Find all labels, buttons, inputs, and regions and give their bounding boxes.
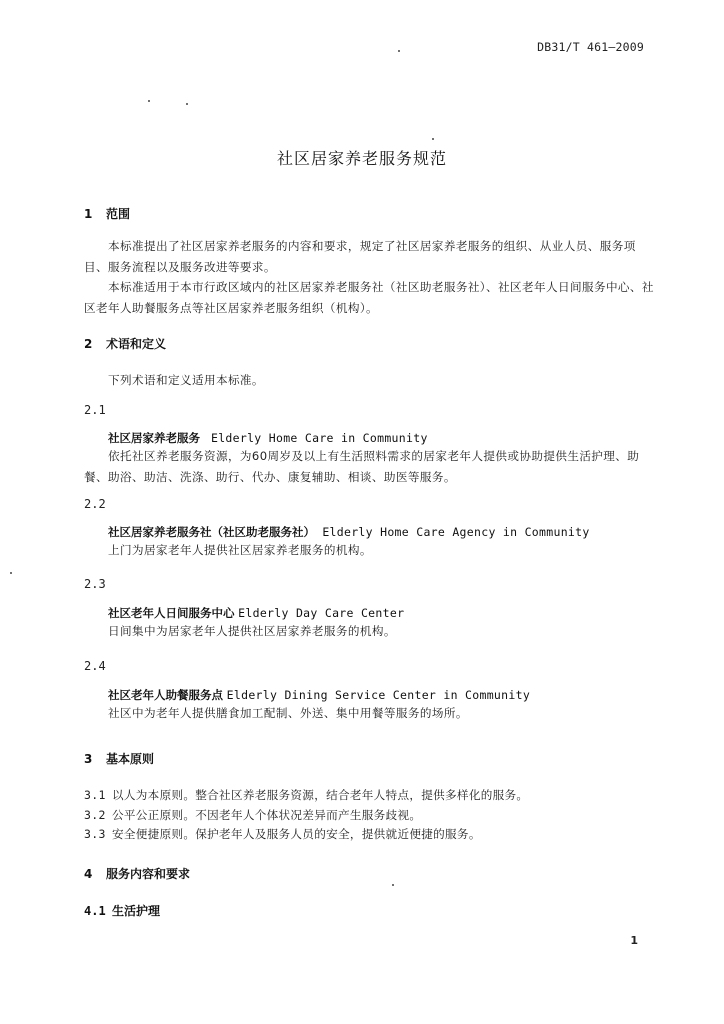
- term-en: Elderly Home Care in Community: [210, 431, 428, 445]
- term-2-2-number: 2.2: [84, 497, 106, 511]
- section-1-paragraph-2: 本标准适用于本市行政区域内的社区居家养老服务社（社区助老服务社）、社区老年人日间服务中心、社区老年人助餐服务点等社区居家养老服务组织（机构）。: [84, 280, 654, 315]
- term-2-3-heading: [108, 605, 404, 621]
- scan-speck: [148, 100, 150, 102]
- document-code: DB31/T 461—2009: [537, 40, 644, 54]
- subsection-4-1-heading: [84, 902, 160, 919]
- section-1-heading: [84, 205, 130, 222]
- clause-3-1: [84, 787, 528, 803]
- clause-number: 3.3: [84, 827, 106, 841]
- clause-number: 3.2: [84, 808, 106, 822]
- section-title: 服务内容和要求: [106, 867, 191, 881]
- section-title: 基本原则: [106, 752, 155, 766]
- term-2-4-number: 2.4: [84, 659, 106, 673]
- term-2-4-heading: [108, 687, 530, 703]
- section-number: 4: [84, 867, 93, 881]
- section-2-intro: 下列术语和定义适用本标准。: [108, 373, 264, 387]
- section-number: 1: [84, 207, 93, 221]
- term-2-1-definition: 依托社区养老服务资源，为60周岁及以上有生活照料需求的居家老年人提供或协助提供生活护理、助餐、助浴、助洁、洗涤、助行、代办、康复辅助、相谈、助医等服务。: [84, 449, 640, 484]
- scan-speck: [432, 138, 434, 140]
- section-1-paragraph-1: 本标准提出了社区居家养老服务的内容和要求，规定了社区居家养老服务的组织、从业人员、服务项目、服务流程以及服务改进等要求。: [84, 239, 636, 274]
- clause-3-3: [84, 826, 481, 842]
- term-en: Elderly Dining Service Center in Community: [226, 688, 531, 702]
- clause-text: 公平公正原则。不因老年人个体状况差异而产生服务歧视。: [112, 808, 422, 822]
- term-2-1-number: 2.1: [84, 403, 106, 417]
- clause-3-2: [84, 807, 421, 823]
- term-2-1-heading: [108, 430, 428, 446]
- scan-speck: [10, 572, 12, 574]
- term-2-3-number: 2.3: [84, 577, 106, 591]
- term-en: Elderly Day Care Center: [238, 606, 405, 620]
- term-2-3-definition: 日间集中为居家老年人提供社区居家养老服务的机构。: [108, 624, 396, 638]
- section-3-heading: [84, 750, 154, 767]
- term-zh: 社区居家养老服务社（社区助老服务社）: [108, 525, 315, 539]
- clause-text: 以人为本原则。整合社区养老服务资源，结合老年人特点，提供多样化的服务。: [112, 788, 529, 802]
- section-title: 术语和定义: [106, 337, 167, 351]
- term-2-2-heading: [108, 524, 590, 540]
- section-title: 范围: [106, 207, 131, 221]
- subsection-number: 4.1: [84, 904, 106, 918]
- scan-speck: [186, 103, 188, 105]
- scan-speck: [398, 50, 400, 52]
- term-zh: 社区老年人助餐服务点: [108, 688, 223, 702]
- term-zh: 社区老年人日间服务中心: [108, 606, 235, 620]
- term-en: Elderly Home Care Agency in Community: [322, 525, 590, 539]
- term-zh: 社区居家养老服务: [108, 431, 200, 445]
- term-2-2-definition: 上门为居家老年人提供社区居家养老服务的机构。: [108, 543, 372, 557]
- section-number: 3: [84, 752, 93, 766]
- clause-text: 安全便捷原则。保护老年人及服务人员的安全，提供就近便捷的服务。: [112, 827, 481, 841]
- page-number: 1: [630, 934, 638, 947]
- section-2-heading: [84, 335, 166, 352]
- clause-number: 3.1: [84, 788, 106, 802]
- document-title: 社区居家养老服务规范: [276, 149, 447, 168]
- term-2-4-definition: 社区中为老年人提供膳食加工配制、外送、集中用餐等服务的场所。: [108, 706, 468, 720]
- subsection-title: 生活护理: [112, 904, 161, 918]
- section-number: 2: [84, 337, 93, 351]
- section-4-heading: [84, 865, 190, 882]
- scan-speck: [392, 884, 394, 886]
